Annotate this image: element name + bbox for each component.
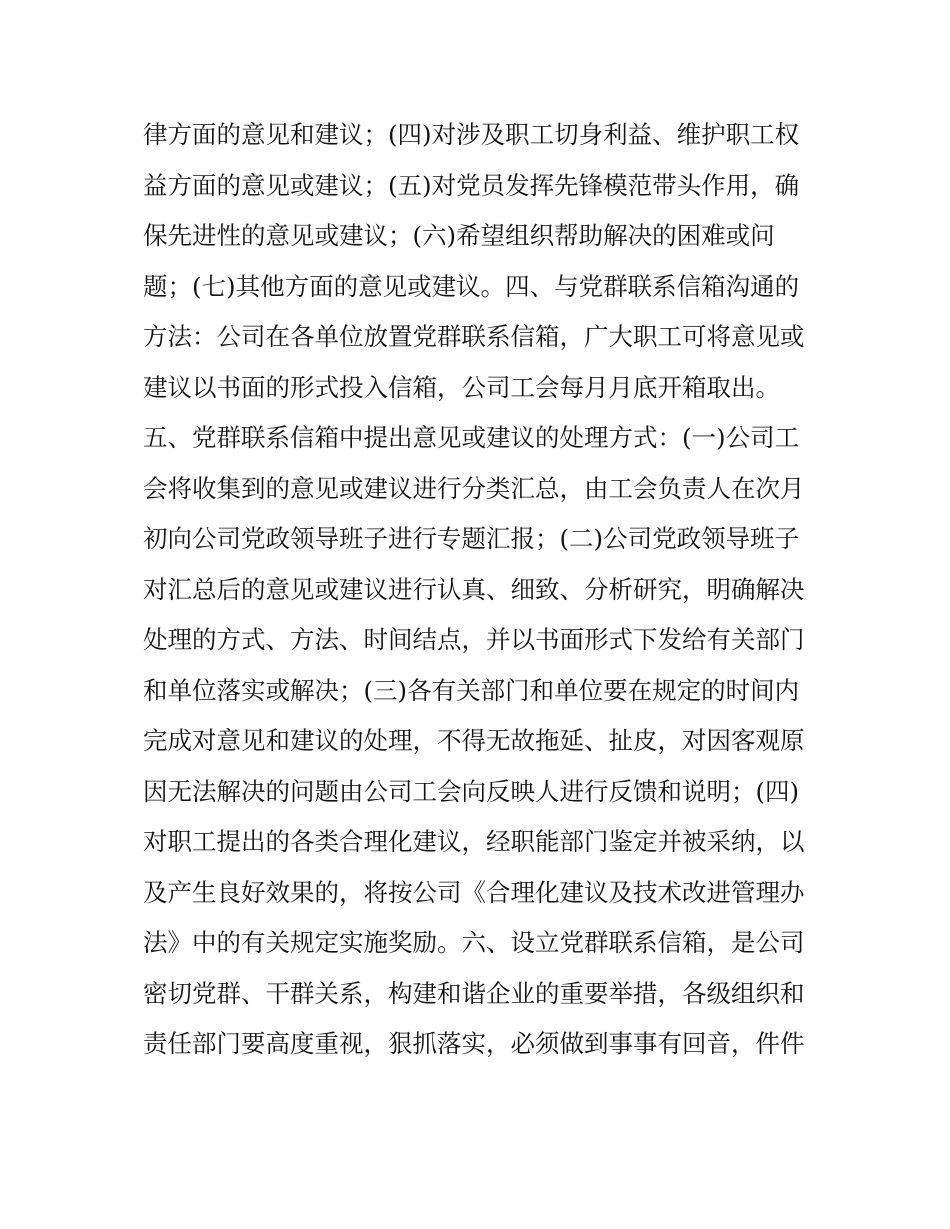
text-line: 密切党群、干群关系，构建和谐企业的重要举措，各级组织和 — [143, 978, 805, 1008]
text-line: 五、党群联系信箱中提出意见或建议的处理方式：(一)公司工 — [143, 423, 800, 452]
body-text — [143, 110, 823, 1070]
text-line: 益方面的意见或建议；(五)对党员发挥先锋模范带头作用，确 — [143, 170, 800, 200]
text-line: 责任部门要高度重视，狠抓落实，必须做到事事有回音，件件 — [143, 1029, 805, 1058]
text-line: 初向公司党政领导班子进行专题汇报；(二)公司党政领导班子 — [143, 524, 800, 553]
text-line: 题；(七)其他方面的意见或建议。四、与党群联系信箱沟通的 — [143, 271, 800, 301]
text-line: 对职工提出的各类合理化建议，经职能部门鉴定并被采纳，以 — [143, 827, 805, 856]
text-line: 及产生良好效果的，将按公司《合理化建议及技术改进管理办 — [143, 877, 805, 907]
text-line: 处理的方式、方法、时间结点，并以书面形式下发给有关部门 — [143, 625, 805, 654]
text-line: 律方面的意见和建议；(四)对涉及职工切身利益、维护职工权 — [143, 120, 800, 149]
text-line: 和单位落实或解决；(三)各有关部门和单位要在规定的时间内 — [143, 675, 800, 705]
text-line: 保先进性的意见或建议；(六)希望组织帮助解决的困难或问 — [143, 221, 775, 250]
text-line: 会将收集到的意见或建议进行分类汇总，由工会负责人在次月 — [143, 473, 805, 503]
text-line: 建议以书面的形式投入信箱，公司工会每月月底开箱取出。 — [143, 372, 780, 402]
text-line: 因无法解决的问题由公司工会向反映人进行反馈和说明；(四) — [143, 776, 800, 806]
text-line: 方法：公司在各单位放置党群联系信箱，广大职工可将意见或 — [143, 322, 805, 351]
text-line: 法》中的有关规定实施奖励。六、设立党群联系信箱，是公司 — [143, 928, 805, 957]
text-line: 完成对意见和建议的处理，不得无故拖延、扯皮，对因客观原 — [143, 726, 805, 755]
text-line: 对汇总后的意见或建议进行认真、细致、分析研究，明确解决 — [143, 574, 805, 604]
